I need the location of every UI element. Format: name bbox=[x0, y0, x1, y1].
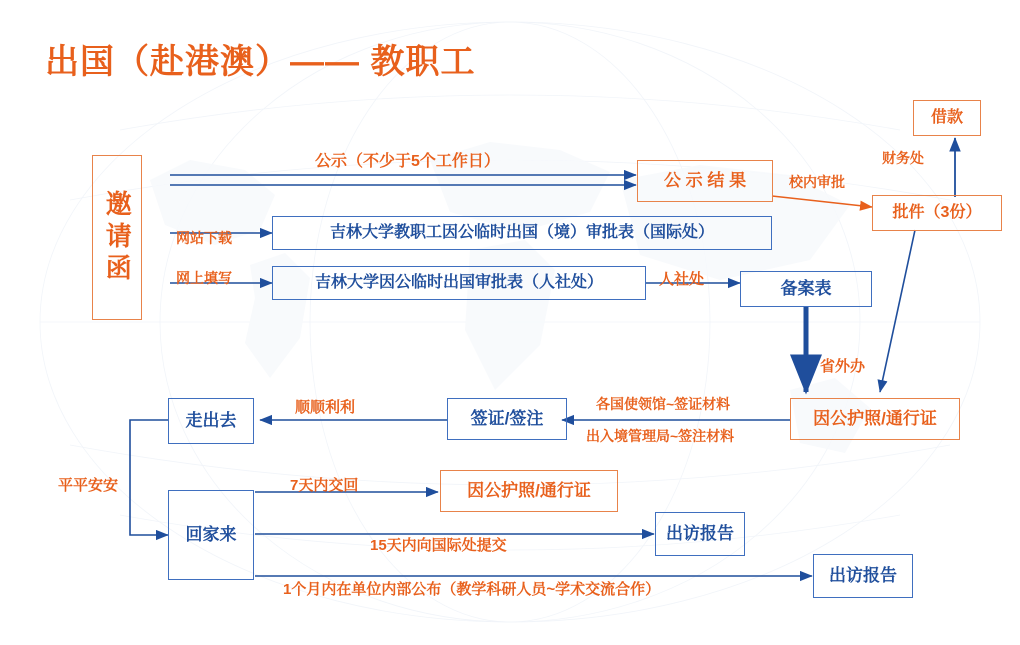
box-report-mid[interactable]: 出访报告 bbox=[655, 512, 745, 556]
box-form-hr[interactable]: 吉林大学因公临时出国审批表（人社处） bbox=[272, 266, 646, 300]
box-loan[interactable]: 借款 bbox=[913, 100, 981, 136]
box-invitation[interactable]: 邀请函 bbox=[92, 155, 142, 320]
box-report-right[interactable]: 出访报告 bbox=[813, 554, 913, 598]
label-submit-15days: 15天内向国际处提交 bbox=[370, 537, 507, 554]
label-smooth: 顺顺利利 bbox=[295, 399, 356, 416]
box-form-international[interactable]: 吉林大学教职工因公临时出国（境）审批表（国际处） bbox=[272, 216, 772, 250]
label-publish-1month: 1个月内在单位内部公布（教学科研人员~学术交流合作） bbox=[283, 581, 661, 598]
label-embassy: 各国使领馆~签证材料 bbox=[596, 396, 731, 412]
label-website-download: 网站下载 bbox=[176, 230, 232, 246]
box-publicity-result[interactable]: 公 示 结 果 bbox=[637, 160, 773, 202]
box-go-out[interactable]: 走出去 bbox=[168, 398, 254, 444]
label-provincial-office: 省外办 bbox=[820, 358, 866, 375]
label-publicity: 公示（不少于5个工作日） bbox=[315, 153, 500, 170]
box-approval-doc[interactable]: 批件（3份） bbox=[872, 195, 1002, 231]
label-online-fill: 网上填写 bbox=[176, 270, 232, 286]
box-record-form[interactable]: 备案表 bbox=[740, 271, 872, 307]
label-finance: 财务处 bbox=[882, 150, 924, 166]
box-passport-mid[interactable]: 因公护照/通行证 bbox=[440, 470, 618, 512]
label-return-7days: 7天内交回 bbox=[290, 477, 359, 494]
label-safe: 平平安安 bbox=[58, 477, 119, 494]
label-hr-office: 人社处 bbox=[659, 271, 705, 288]
box-come-home[interactable]: 回家来 bbox=[168, 490, 254, 580]
page-title: 出国（赴港澳）—— 教职工 bbox=[45, 43, 476, 81]
label-campus-approval: 校内审批 bbox=[789, 174, 845, 190]
box-passport-right[interactable]: 因公护照/通行证 bbox=[790, 398, 960, 440]
label-exit-entry: 出入境管理局~签注材料 bbox=[586, 428, 735, 444]
box-visa[interactable]: 签证/签注 bbox=[447, 398, 567, 440]
